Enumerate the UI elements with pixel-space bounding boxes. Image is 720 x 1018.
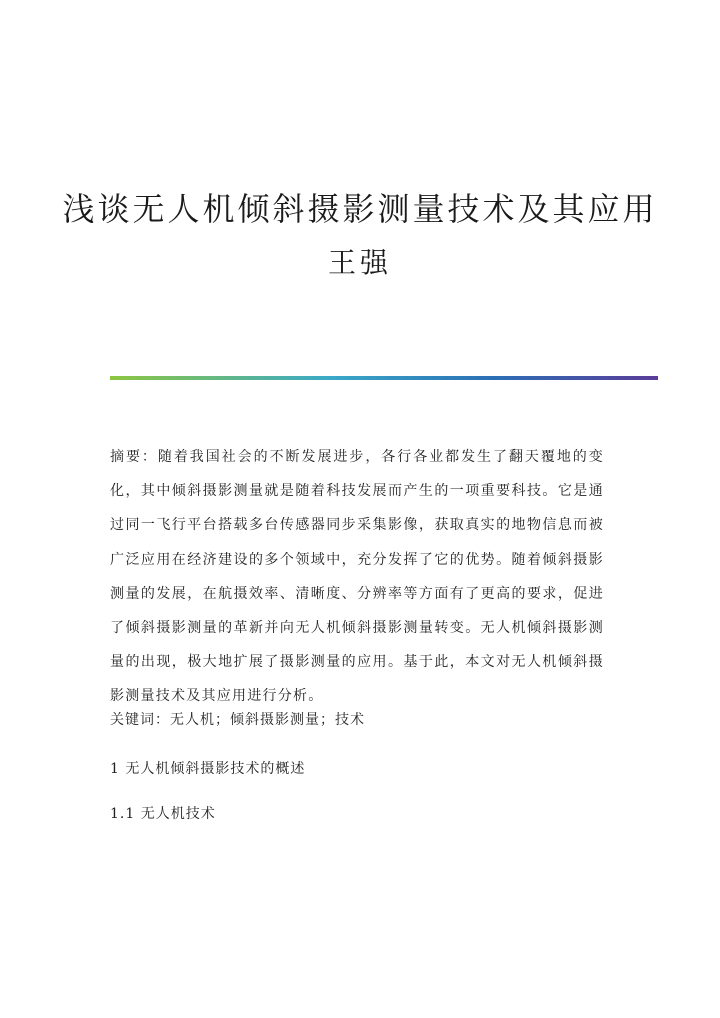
section-heading-1: 1 无人机倾斜摄影技术的概述 [110,761,306,777]
section-heading-1-1: 1.1 无人机技术 [110,806,216,822]
abstract-paragraph: 摘要：随着我国社会的不断发展进步，各行各业都发生了翻天覆地的变化，其中倾斜摄影测量就是随着科技发展而产生的一项重要科技。它是通过同一飞行平台搭载多台传感器同步采集影像，获取真实的地物信息而被广泛应用在经济建设的多个领域中，充分发挥了它的优势。随着倾斜摄影测量的发展，在航摄效率、清晰度、分辨率等方面有了更高的要求，促进了倾斜摄影测量的革新并向无人机倾斜摄影测量转变。无人机倾斜摄影测量的出现，极大地扩展了摄影测量的应用。基于此，本文对无人机倾斜摄影测量技术及其应用进行分析。 [110,449,604,705]
document-title: 浅谈无人机倾斜摄影测量技术及其应用 [62,190,658,229]
gradient-divider [110,376,658,380]
keywords-line: 关键词：无人机；倾斜摄影测量；技术 [110,712,365,728]
document-author: 王强 [327,246,392,279]
